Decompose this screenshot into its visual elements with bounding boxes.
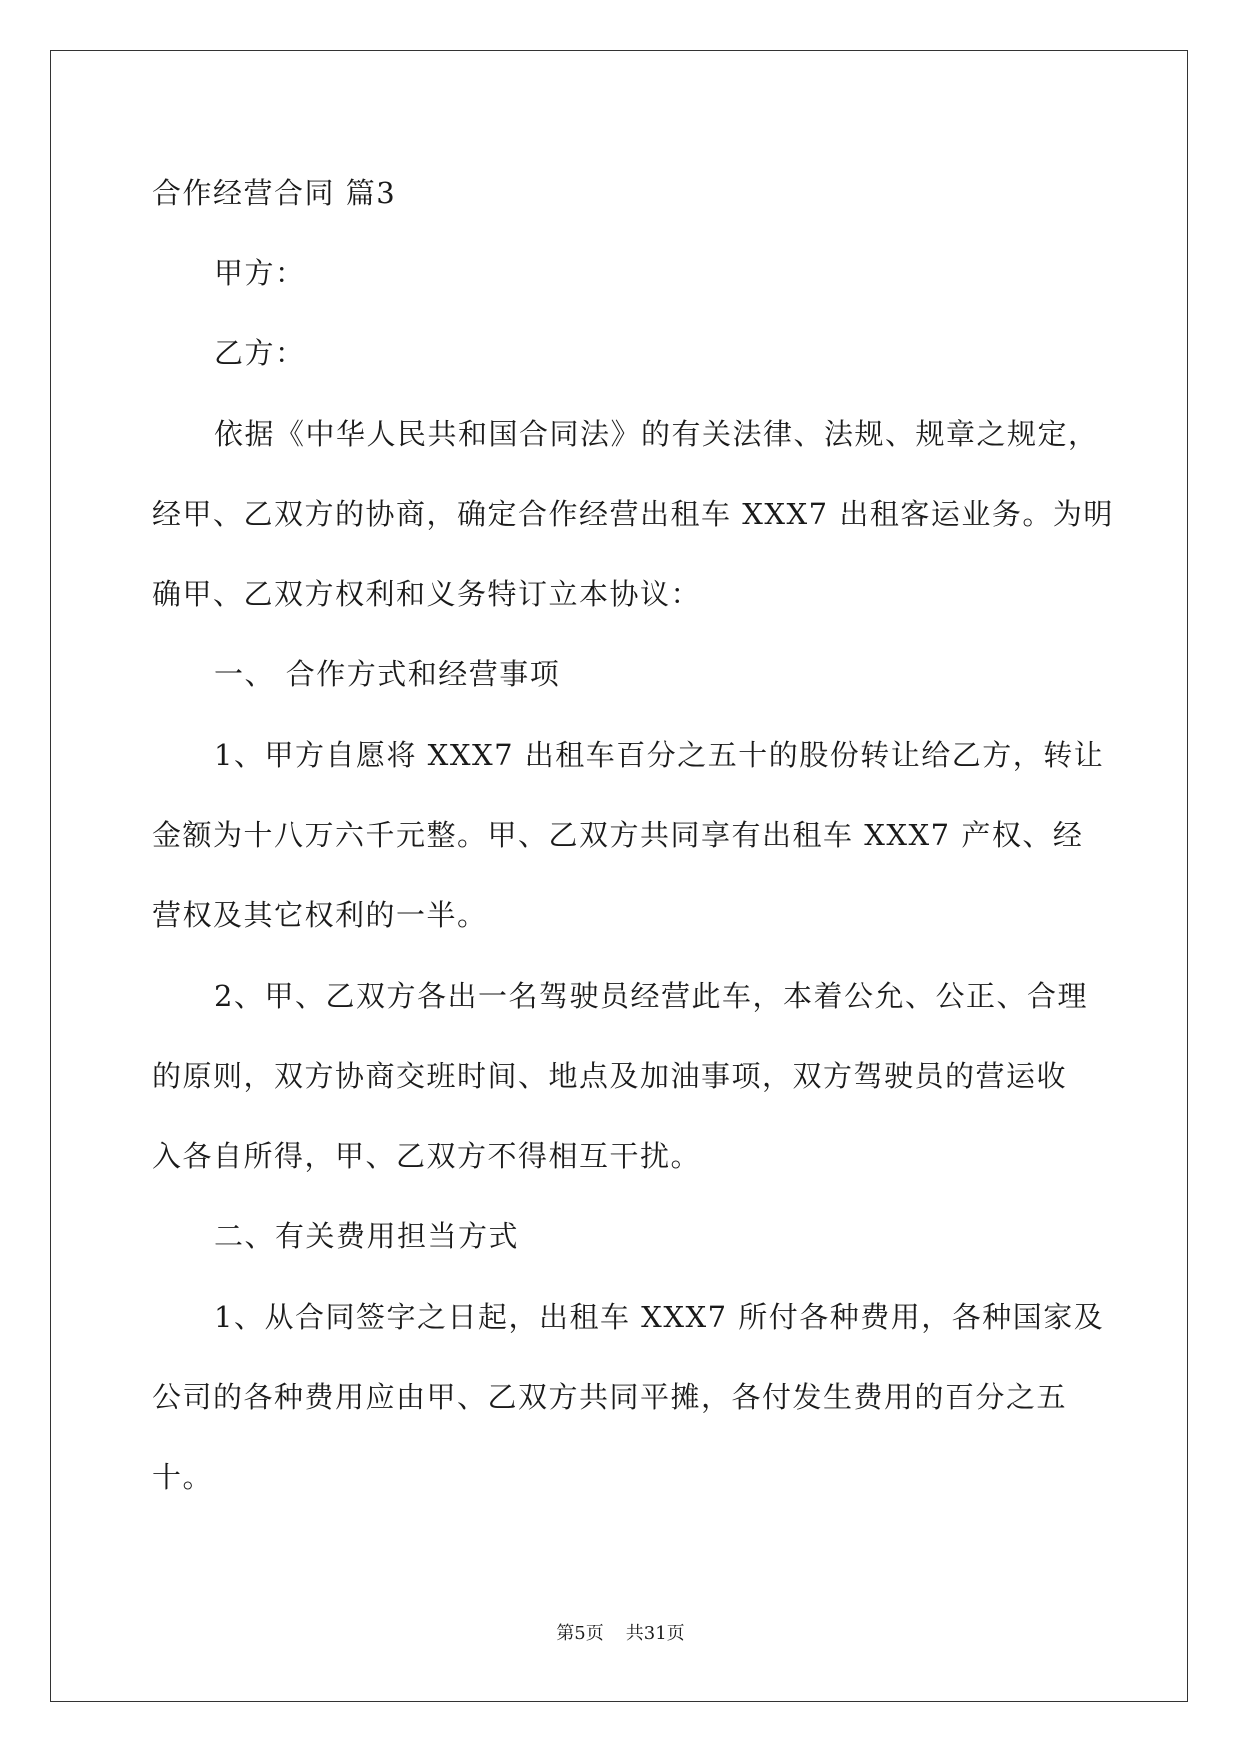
section-heading: 一、 合作方式和经营事项 — [214, 657, 561, 691]
page-border — [50, 50, 1188, 1702]
body-line: 十。 — [152, 1460, 214, 1494]
section-heading: 二、有关费用担当方式 — [214, 1219, 520, 1253]
body-line: 1、甲方自愿将 XXX7 出租车百分之五十的股份转让给乙方，转让 — [214, 738, 1105, 772]
party-a-label: 甲方： — [214, 256, 306, 290]
page-number: 第5页 — [556, 1623, 604, 1644]
body-line: 营权及其它权利的一半。 — [152, 898, 488, 932]
body-line: 依据《中华人民共和国合同法》的有关法律、法规、规章之规定， — [214, 417, 1099, 451]
page-footer — [0, 1622, 1241, 1646]
body-line: 金额为十八万六千元整。甲、乙双方共同享有出租车 XXX7 产权、经 — [152, 818, 1084, 852]
document-title: 合作经营合同 篇3 — [152, 176, 397, 210]
body-line: 1、从合同签字之日起，出租车 XXX7 所付各种费用，各种国家及 — [214, 1300, 1105, 1334]
body-line: 2、甲、乙双方各出一名驾驶员经营此车，本着公允、公正、合理 — [214, 979, 1088, 1013]
body-line: 入各自所得，甲、乙双方不得相互干扰。 — [152, 1139, 702, 1173]
body-line: 确甲、乙双方权利和义务特订立本协议： — [152, 577, 702, 611]
body-line: 经甲、乙双方的协商，确定合作经营出租车 XXX7 出租客运业务。为明 — [152, 497, 1114, 531]
page-total: 共31页 — [625, 1623, 685, 1644]
body-line: 公司的各种费用应由甲、乙双方共同平摊，各付发生费用的百分之五 — [152, 1380, 1068, 1414]
body-line: 的原则，双方协商交班时间、地点及加油事项，双方驾驶员的营运收 — [152, 1059, 1068, 1093]
party-b-label: 乙方： — [214, 336, 306, 370]
